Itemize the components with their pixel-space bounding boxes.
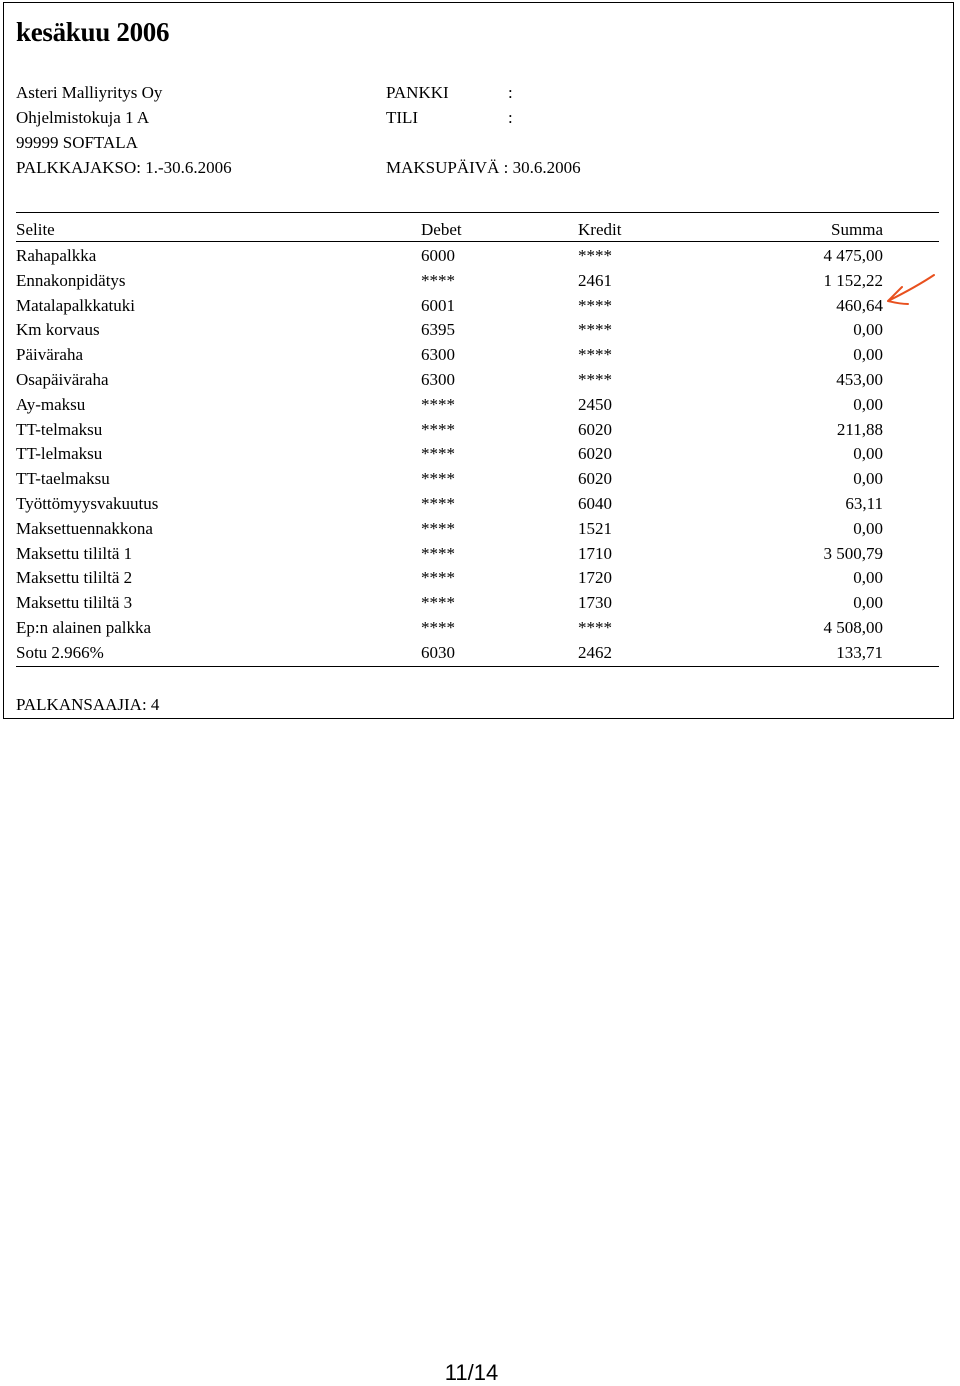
cell-summa: 4 508,00 bbox=[823, 618, 883, 637]
table-row bbox=[4, 469, 955, 493]
handwritten-arrow-icon bbox=[884, 271, 940, 311]
table-row bbox=[4, 395, 955, 419]
table-row bbox=[4, 246, 955, 270]
cell-kredit: 6020 bbox=[578, 469, 612, 489]
cell-summa: 460,64 bbox=[836, 295, 883, 315]
cell-debet: 6300 bbox=[421, 345, 455, 365]
table-row bbox=[4, 618, 955, 642]
cell-kredit: 6040 bbox=[578, 494, 612, 513]
cell-selite: Km korvaus bbox=[16, 320, 100, 340]
table-row bbox=[4, 568, 955, 592]
cell-selite: Ay-maksu bbox=[16, 394, 86, 414]
cell-summa: 0,00 bbox=[853, 320, 883, 340]
table-row bbox=[4, 420, 955, 444]
cell-debet: **** bbox=[421, 270, 455, 290]
table-header-rule bbox=[16, 241, 939, 242]
table-top-rule bbox=[16, 212, 939, 213]
cell-summa: 0,00 bbox=[853, 593, 883, 613]
table-bottom-rule bbox=[16, 666, 939, 667]
page-number: 11/14 bbox=[444, 1360, 499, 1385]
cell-kredit: 2461 bbox=[578, 270, 612, 290]
table-row bbox=[4, 643, 955, 667]
table-row bbox=[4, 345, 955, 369]
cell-selite: Maksettuennakkona bbox=[16, 518, 153, 538]
cell-debet: **** bbox=[421, 543, 455, 563]
cell-debet: 6030 bbox=[421, 642, 455, 662]
header-summa: Summa bbox=[831, 220, 883, 239]
cell-selite: Maksettu tililtä 3 bbox=[16, 593, 133, 613]
cell-summa: 0,00 bbox=[853, 568, 883, 588]
cell-kredit: **** bbox=[578, 320, 612, 340]
cell-kredit: 1521 bbox=[578, 518, 612, 538]
table-row bbox=[4, 271, 955, 295]
cell-summa: 0,00 bbox=[853, 444, 883, 464]
cell-kredit: **** bbox=[578, 370, 612, 389]
cell-kredit: 6020 bbox=[578, 419, 612, 439]
table-row bbox=[4, 320, 955, 344]
cell-kredit: 1730 bbox=[578, 593, 612, 613]
table-row bbox=[4, 593, 955, 617]
cell-summa: 0,00 bbox=[853, 345, 883, 365]
company-address-2: 99999 SOFTALA bbox=[16, 133, 138, 152]
cell-debet: **** bbox=[421, 419, 455, 439]
cell-summa: 4 475,00 bbox=[823, 246, 883, 265]
cell-debet: **** bbox=[421, 494, 455, 513]
header-debet: Debet bbox=[421, 220, 462, 239]
table-row bbox=[4, 296, 955, 320]
cell-summa: 0,00 bbox=[853, 469, 883, 489]
cell-summa: 63,11 bbox=[845, 494, 883, 513]
company-address-1: Ohjelmistokuja 1 A bbox=[16, 108, 150, 127]
cell-selite: Päiväraha bbox=[16, 345, 84, 365]
cell-selite: Rahapalkka bbox=[16, 246, 97, 265]
cell-summa: 133,71 bbox=[836, 642, 883, 662]
table-row bbox=[4, 444, 955, 468]
cell-kredit: 2462 bbox=[578, 642, 612, 662]
header-kredit: Kredit bbox=[578, 220, 622, 239]
table-row bbox=[4, 519, 955, 543]
bank-label: PANKKI bbox=[386, 83, 449, 102]
cell-kredit: 2450 bbox=[578, 394, 612, 414]
cell-kredit: **** bbox=[578, 345, 612, 365]
cell-debet: **** bbox=[421, 618, 455, 637]
bank-value: : bbox=[508, 83, 513, 102]
cell-debet: **** bbox=[421, 444, 455, 464]
report-title: kesäkuu 2006 bbox=[16, 17, 170, 47]
cell-debet: 6300 bbox=[421, 370, 455, 389]
cell-kredit: **** bbox=[578, 246, 612, 265]
cell-summa: 453,00 bbox=[836, 370, 883, 389]
cell-summa: 3 500,79 bbox=[823, 543, 883, 563]
header-selite: Selite bbox=[16, 220, 55, 239]
cell-debet: **** bbox=[421, 394, 455, 414]
cell-kredit: 1720 bbox=[578, 568, 612, 588]
cell-selite: TT-taelmaksu bbox=[16, 469, 110, 489]
cell-selite: Ennakonpidätys bbox=[16, 270, 126, 290]
cell-summa: 1 152,22 bbox=[823, 270, 883, 290]
cell-summa: 211,88 bbox=[836, 419, 883, 439]
cell-selite: Osapäiväraha bbox=[16, 370, 109, 389]
cell-kredit: 6020 bbox=[578, 444, 612, 464]
table-row bbox=[4, 544, 955, 568]
cell-debet: **** bbox=[421, 568, 455, 588]
cell-debet: 6000 bbox=[421, 246, 455, 265]
cell-kredit: 1710 bbox=[578, 543, 612, 563]
cell-selite: Sotu 2.966% bbox=[16, 642, 104, 662]
cell-debet: **** bbox=[421, 469, 455, 489]
employee-count: PALKANSAAJIA: 4 bbox=[16, 695, 160, 714]
payroll-report bbox=[3, 2, 954, 719]
cell-debet: **** bbox=[421, 593, 455, 613]
cell-selite: Ep:n alainen palkka bbox=[16, 618, 152, 637]
cell-selite: Matalapalkkatuki bbox=[16, 295, 135, 315]
table-row bbox=[4, 370, 955, 394]
pay-period: PALKKAJAKSO: 1.-30.6.2006 bbox=[16, 158, 232, 177]
account-label: TILI bbox=[386, 108, 419, 127]
cell-kredit: **** bbox=[578, 618, 612, 637]
cell-debet: 6395 bbox=[421, 320, 455, 340]
cell-selite: TT-telmaksu bbox=[16, 419, 103, 439]
cell-summa: 0,00 bbox=[853, 394, 883, 414]
table-row bbox=[4, 494, 955, 518]
cell-selite: Maksettu tililtä 1 bbox=[16, 543, 133, 563]
account-value: : bbox=[508, 108, 513, 127]
cell-selite: Maksettu tililtä 2 bbox=[16, 568, 133, 588]
cell-selite: TT-lelmaksu bbox=[16, 444, 103, 464]
cell-debet: 6001 bbox=[421, 295, 455, 315]
company-name: Asteri Malliyritys Oy bbox=[16, 83, 163, 102]
payment-date: MAKSUPÄIVÄ : 30.6.2006 bbox=[386, 158, 581, 177]
cell-kredit: **** bbox=[578, 295, 612, 315]
cell-debet: **** bbox=[421, 518, 455, 538]
cell-summa: 0,00 bbox=[853, 518, 883, 538]
cell-selite: Työttömyysvakuutus bbox=[16, 494, 159, 513]
